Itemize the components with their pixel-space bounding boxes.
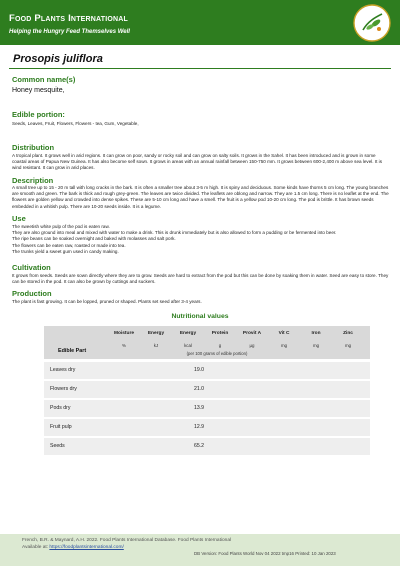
- column-header: Iron: [311, 331, 321, 336]
- version-printed-info: DB Version: Food Plants World Nov 04 2022 tmp16 Printed: 10 Jan 2023: [194, 551, 336, 556]
- table-row: [44, 381, 370, 398]
- organization-tagline: Helping the Hungry Feed Themselves Well: [9, 29, 130, 35]
- common-names-heading: Common name(s): [12, 75, 76, 84]
- nutritional-values-title: Nutritional values: [171, 313, 229, 320]
- row-protein-value: 13.9: [193, 405, 205, 411]
- row-edible-part: Pods dry: [50, 405, 71, 411]
- column-unit: g: [218, 343, 222, 348]
- row-edible-part: Seeds: [50, 443, 65, 449]
- row-protein-value: 12.9: [193, 424, 205, 430]
- column-unit: kJ: [153, 343, 159, 348]
- cultivation-heading: Cultivation: [12, 263, 51, 272]
- column-header: Energy: [179, 331, 197, 336]
- column-header: Energy: [147, 331, 165, 336]
- row-protein-value: 19.0: [193, 367, 205, 373]
- edible-part-column-header: Edible Part: [58, 348, 87, 354]
- use-line: The trunks yield a sweet gum used in candy making.: [12, 248, 119, 254]
- nutrition-table-header: [44, 326, 370, 359]
- column-unit: mg: [280, 343, 288, 348]
- row-edible-part: Flowers dry: [50, 386, 77, 392]
- use-line: The flowers can be eaten raw, roasted or made into tea.: [12, 242, 126, 248]
- production-heading: Production: [12, 289, 52, 298]
- column-header: Provit A: [242, 331, 262, 336]
- table-row: [44, 438, 370, 455]
- table-row: [44, 419, 370, 436]
- title-divider: [9, 68, 391, 69]
- use-line: The ripe beans can be soaked overnight and baked with molasses and salt pork.: [12, 236, 176, 242]
- row-protein-value: 65.2: [193, 443, 205, 449]
- citation-text: French, B.R. & Maynard, A.H. 2022. Food Plants International Database. Food Plants International: [22, 538, 232, 543]
- column-header: Protein: [211, 331, 229, 336]
- column-unit: mg: [312, 343, 320, 348]
- use-line: They are also ground into meal and mixed with water to make a drink. This is drunk immediately but is also allowed to form a pudding or be fermented into beer.: [12, 230, 337, 236]
- available-at-label: Available at:: [22, 545, 49, 550]
- table-row: [44, 400, 370, 417]
- use-line: The sweetish white pulp of the pod is eaten raw.: [12, 224, 110, 229]
- distribution-heading: Distribution: [12, 143, 55, 152]
- column-header: Moisture: [114, 331, 134, 336]
- column-unit: mg: [344, 343, 352, 348]
- row-protein-value: 21.0: [193, 386, 205, 392]
- use-text: [12, 224, 390, 255]
- availability-line: [22, 545, 124, 550]
- food-plants-international-logo: [352, 3, 392, 43]
- edible-portion-text: Seeds, Leaves, Fruit, Flowers, Flowers - tea, Gum, Vegetable,: [12, 121, 139, 126]
- nutrition-table: [44, 326, 370, 450]
- table-row: [44, 362, 370, 379]
- description-heading: Description: [12, 176, 54, 185]
- organization-name: Food Plants International: [9, 13, 129, 24]
- cultivation-text: It grows from seeds. Seeds are sown directly where they are to grow. Seeds are hard to extract from the pod but this can be done by soaking them in water. Seed are easy to store. They can be stored in the pod. It can also be grown by cuttings and suckers.: [12, 273, 389, 285]
- use-heading: Use: [12, 214, 26, 223]
- species-title: Prosopis juliflora: [13, 53, 103, 65]
- row-edible-part: Leaves dry: [50, 367, 76, 373]
- edible-portion-heading: Edible portion:: [12, 110, 65, 119]
- column-unit: kcal: [184, 343, 192, 348]
- column-header: Zinc: [343, 331, 353, 336]
- distribution-text: A tropical plant. It grows well in arid regions. It can grow on poor, sandy or rocky soil and can grow on salty soils. It grows in the Sahel. It has been introduced and is grown in some coastal areas of Papua New Guinea. It has also become self sown. It grows in areas with an annual rainfall between 150-750 mm. It grows between 600-2,400 m above sea level. It is wind resistant. It can grow in arid places.: [12, 153, 383, 171]
- website-link[interactable]: https://foodplantsinternational.com/: [49, 545, 124, 550]
- production-text: The plant is fast growing. It can be lopped, pruned or shaped. Plants set seed after 3-4 years.: [12, 299, 202, 304]
- description-text: A small tree up to 15 - 20 m tall with long cracks in the bark. It is often a smaller tree about 3-5 m high. It is spiny and deciduous. Some kinds have thorns 5 cm long. The young branches are smooth and green. The bark is thick and rough grey-green. The leaves are twice divided. The leaflets are oblong and narrow. They are 1.5 cm long. There is no leaflet at the end. The flowers are golden yellow and crowded into dense spikes. These are 5-10 cm long and have a smell. The fruit is a yellow pod 10-20 cm long. The pod is brittle. It has brown seeds embedded in a whitish pulp. There are 10-20 seeds inside. It is a legume.: [12, 185, 389, 209]
- column-unit: %: [122, 343, 126, 348]
- common-names-value: Honey mesquite,: [12, 87, 65, 94]
- column-unit: µg: [249, 343, 255, 348]
- per-100g-note: (per 100 grams of edible portion): [186, 351, 248, 356]
- row-edible-part: Fruit pulp: [50, 424, 72, 430]
- column-header: Vit C: [278, 331, 290, 336]
